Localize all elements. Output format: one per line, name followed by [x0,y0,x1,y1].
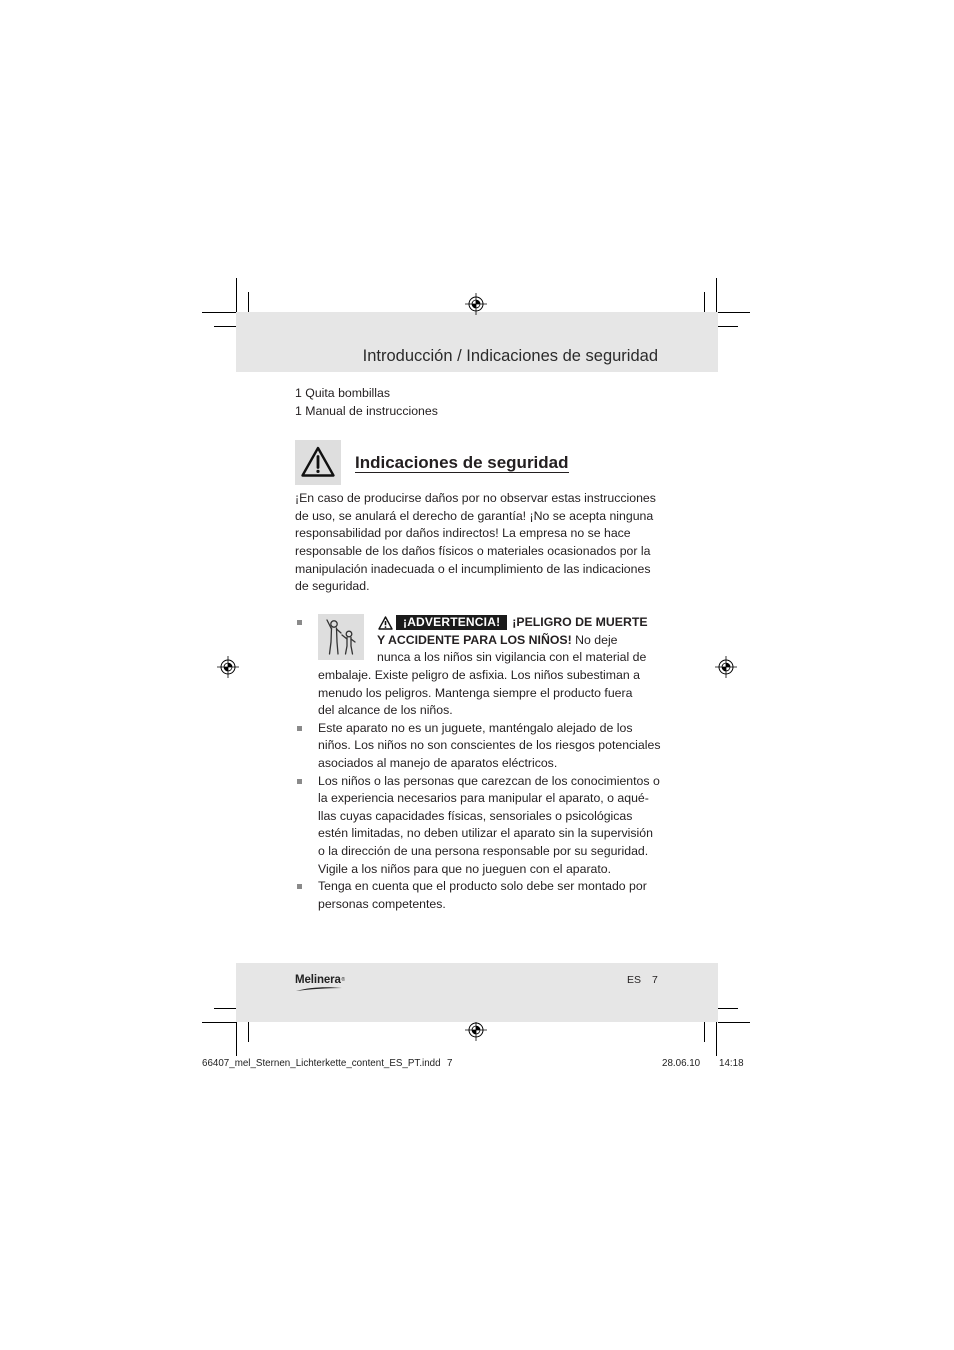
warning-badge: ¡ADVERTENCIA! [396,615,507,630]
warning-title-line-2 [318,632,663,650]
list-item [318,720,663,773]
registration-mark-left [216,655,240,679]
warning-triangle-icon [378,616,393,630]
paragraph-line: ¡En caso de producirse daños por no observar estas instrucciones [295,491,656,506]
paragraph-line: de uso, se anulará el derecho de garantía! ¡No se acepta ninguna [295,508,654,523]
paragraph-line: manipulación inadecuada o el incumplimiento de las indicaciones [295,561,651,576]
list-item-line: Vigile a los niños para que no jueguen con el aparato. [318,861,612,876]
slug-filename: 66407_mel_Sternen_Lichterkette_content_ES_PT.indd [202,1058,441,1069]
brand-name: Melinera [295,974,341,986]
registered-mark: ® [341,977,345,983]
paragraph-line: de seguridad. [295,579,370,594]
list-item-line: o la dirección de una persona responsable por su seguridad. [318,843,649,858]
list-item-children-warning [318,614,663,720]
paragraph-line: responsabilidad por daños indirectos! La empresa no se hace [295,526,631,541]
list-item-line: Tenga en cuenta que el producto solo debe ser montado por [318,879,647,894]
list-item [318,878,663,913]
warning-title-part-1: ¡PELIGRO DE MUERTE [512,615,648,630]
section-heading: Indicaciones de seguridad [355,453,569,472]
slug-time: 14:18 [719,1058,744,1069]
registration-mark-right [714,655,738,679]
brand-swoosh-icon [295,986,343,992]
safety-list [318,614,663,913]
list-item-line: menudo los peligros. Mantenga siempre el producto fuera [318,685,633,700]
child-pictogram-icon [318,614,364,660]
page-title: Introducción / Indicaciones de seguridad [362,347,658,365]
intro-paragraph [295,490,656,596]
warning-title-line [318,614,663,632]
list-item-line: estén limitadas, no deben utilizar el aparato sin la supervisión [318,826,653,841]
list-item [318,773,663,879]
list-item-line: embalaje. Existe peligro de asfixia. Los niños subestiman a [318,667,640,682]
slug-page: 7 [447,1058,453,1069]
list-bullet [297,884,302,889]
paragraph-line: responsable de los daños físicos o materiales ocasionados por la [295,543,651,558]
registration-mark-top [464,292,488,316]
list-bullet [297,726,302,731]
list-item-line: personas competentes. [318,896,446,911]
header-band [236,312,718,372]
list-bullet [297,620,302,625]
list-item-line: Los niños o las personas que carezcan de los conocimientos o [318,773,660,788]
footer-band [236,963,718,1022]
list-item-line: llas cuyas capacidades físicas, sensoriales o psicológicas [318,808,633,823]
warning-triangle-icon [295,440,341,485]
brand-logo [295,973,345,987]
list-item-line: del alcance de los niños. [318,703,453,718]
slug-date: 28.06.10 [662,1058,701,1069]
list-item-line: la experiencia necesarios para manipular el aparato, o aqué- [318,791,649,806]
list-item-line: asociados al manejo de aparatos eléctricos. [318,755,558,770]
warning-text-start: No deje [575,632,618,647]
page-number: 7 [652,974,658,986]
package-contents-list [295,384,438,420]
package-contents-item: 1 Manual de instrucciones [295,404,438,418]
list-item-line: niños. Los niños no son conscientes de los riesgos potenciales [318,738,661,753]
package-contents-item: 1 Quita bombillas [295,386,391,400]
warning-title-part-2: Y ACCIDENTE PARA LOS NIÑOS! [377,632,572,647]
list-item-line: nunca a los niños sin vigilancia con el material de [377,650,647,665]
list-bullet [297,779,302,784]
language-code: ES [627,974,642,986]
list-item-line: Este aparato no es un juguete, manténgalo alejado de los [318,720,633,735]
